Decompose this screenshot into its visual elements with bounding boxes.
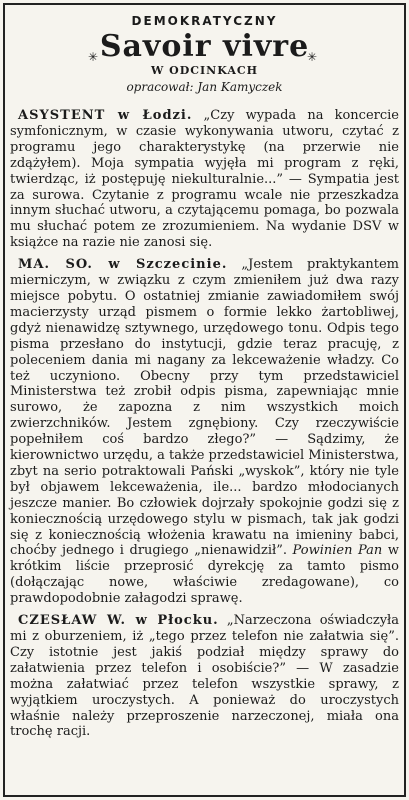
letters-body xyxy=(10,108,399,782)
letter-place: w Łodzi. xyxy=(105,108,193,123)
star-icon-right: ✳ xyxy=(306,50,317,64)
letter-asystent xyxy=(10,108,399,251)
letter-ma-so xyxy=(10,257,399,607)
star-icon-left: ✳ xyxy=(88,50,99,64)
header-savoir-vivre: Savoir vivre xyxy=(99,29,310,64)
letter-text-italic: Powinien Pan xyxy=(286,543,383,559)
letter-name: ASYSTENT xyxy=(18,108,106,123)
header-author: opracował: Jan Kamyczek xyxy=(126,80,283,94)
letter-text: „Czy wypada na koncercie symfonicznym, w czasie wykonywania utworu, czytać z programu jego charakterystykę (na przerwie nie zdążyłem). Moja sympatia wyjęła mi program z ręki, twierdząc, iż postępuję niekulturalnie...” — Sympatia jest za surowa. Czytanie z programu wcale nie przeszkadza innym słuchać utworu, a czytającemu pomaga, bo pozwala mu słuchać potem ze zrozumieniem. Na wydanie DSV w książce na razie nie zanosi się. xyxy=(10,108,399,251)
letter-text: „Narzeczona oświadczyła mi z oburzeniem, iż „tego przez telefon nie załatwia się”. Czy istotnie jest jakiś podział między sprawy do załatwienia przez telefon i osobiście?” — W zasadzie można załatwiać przez telefon wszystkie sprawy, z wyjątkiem uroczystych. A ponieważ do uroczystych właśnie należy przeproszenie narzeczonej, miała ona trochę racji. xyxy=(10,613,400,740)
header-w-odcinkach: W ODCINKACH xyxy=(150,64,259,77)
column-header xyxy=(0,10,409,110)
letter-text-tail: w krótkim liście przeprosić dyrekcję za tamto pismo (dołączając nowe, właściwie zredagowane), co prawdopodobnie załagodzi sprawę. xyxy=(10,543,399,607)
letter-name: CZESŁAW W. xyxy=(18,613,127,629)
letter-czeslaw xyxy=(10,613,399,740)
letter-place: w Szczecinie. xyxy=(92,257,228,273)
letter-name: MA. SO. xyxy=(18,257,93,273)
letter-text: „Jestem praktykantem mierniczym, w związku z czym zmieniłem już dwa razy miejsce pobytu. O ostatniej zmianie zawiadomiłem swój macierzysty urząd pismem o formie lekko żartobliwej, gdyż nienawidzę sztywnego, urzędowego tonu. Odpis tego pisma przesłano do instytucji, gdzie teraz pracuję, z poleceniem dania mi nagany za lekceważenie władzy. Co też uczyniono. Obecny przy tym przedstawiciel Ministerstwa też zrobił odpis pisma, zapewniając mnie surowo, że zapozna z nim wszystkich moich zwierzchników. Jestem zgnębiony. Czy rzeczywiście popełniłem coś bardzo złego?” — Sądzimy, że kierownictwo urzędu, a także przedstawiciel Ministerstwa, zbyt na serio potraktowali Pański „wyskok”, który nie tyle był objawem lekceważenia, ile... bardzo młodocianych jeszcze manier. Bo człowiek dojrzały spokojnie godzi się z koniecznością urzędowego stylu w pismach, tak jak godzi się z koniecznością włożenia krawatu na imieniny babci, choćby jednego i drugiego „nienawidził”. xyxy=(10,257,399,559)
header-demokratyczny: DEMOKRATYCZNY xyxy=(131,14,278,28)
letter-place: w Płocku. xyxy=(126,613,219,629)
